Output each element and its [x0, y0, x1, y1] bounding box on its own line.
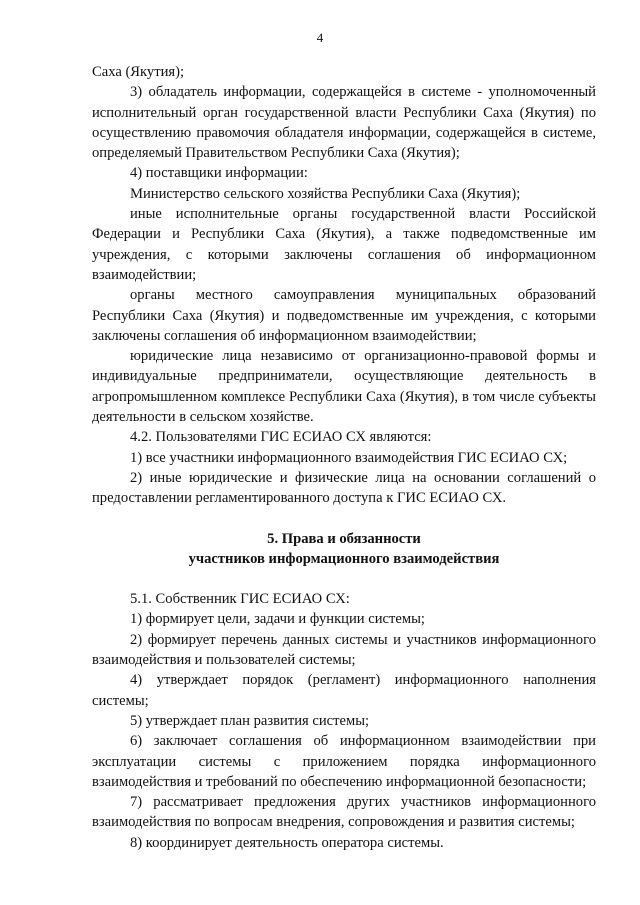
paragraph: иные исполнительные органы государственной власти Российской Федерации и Республики Саха (Якутия), а также подведомственные им учреждения, с которыми заключены соглашения об информационном взаимодействии;	[92, 206, 596, 283]
section-heading-line-2: участников информационного взаимодействия	[188, 550, 500, 567]
paragraph: 4) поставщики информации:	[130, 165, 308, 182]
paragraph: Саха (Якутия);	[92, 64, 185, 80]
document-body	[92, 62, 596, 853]
paragraph: 1) все участники информационного взаимодействия ГИС ЕСИАО СХ;	[130, 449, 568, 466]
paragraph: 8) координирует деятельность оператора системы.	[130, 834, 444, 851]
paragraph: 4.2. Пользователями ГИС ЕСИАО СХ являются:	[130, 429, 432, 446]
paragraph: 3) обладатель информации, содержащейся в системе - уполномоченный исполнительный орган государственной власти Республики Саха (Якутия) по осуществлению правомочия обладателя информации, содержащейся в системе, определяемый Правительством Республики Саха (Якутия);	[92, 84, 596, 162]
page-number: 4	[316, 30, 324, 45]
paragraph: юридические лица независимо от организационно-правовой формы и индивидуальные предприниматели, осуществляющие деятельность в агропромышленном комплексе Республики Саха (Якутия), в том числе субъекты деятельности в сельском хозяйстве.	[92, 348, 596, 426]
paragraph: 7) рассматривает предложения других участников информационного взаимодействия по вопросам внедрения, сопровождения и развития системы;	[92, 794, 596, 831]
paragraph: 2) иные юридические и физические лица на основании соглашений о предоставлении регламентированного доступа к ГИС ЕСИАО СХ.	[92, 469, 596, 507]
paragraph: 5) утверждает план развития системы;	[130, 712, 370, 729]
paragraph: Министерство сельского хозяйства Республики Саха (Якутия);	[130, 185, 521, 202]
paragraph: 1) формирует цели, задачи и функции системы;	[130, 611, 425, 628]
paragraph: 2) формирует перечень данных системы и участников информационного взаимодействия и пользователей системы;	[92, 631, 596, 669]
paragraph: 6) заключает соглашения об информационном взаимодействии при эксплуатации системы с приложением порядка информационного взаимодействия и требований по обеспечению информационной безопасности;	[92, 733, 596, 790]
paragraph: 5.1. Собственник ГИС ЕСИАО СХ:	[130, 591, 350, 608]
paragraph: 4) утверждает порядок (регламент) информационного наполнения системы;	[92, 672, 596, 709]
section-heading-line-1: 5. Права и обязанности	[267, 530, 421, 547]
paragraph: органы местного самоуправления муниципальных образований Республики Саха (Якутия) и подведомственные им учреждения, с которыми заключены соглашения об информационном взаимодействии;	[92, 287, 596, 344]
